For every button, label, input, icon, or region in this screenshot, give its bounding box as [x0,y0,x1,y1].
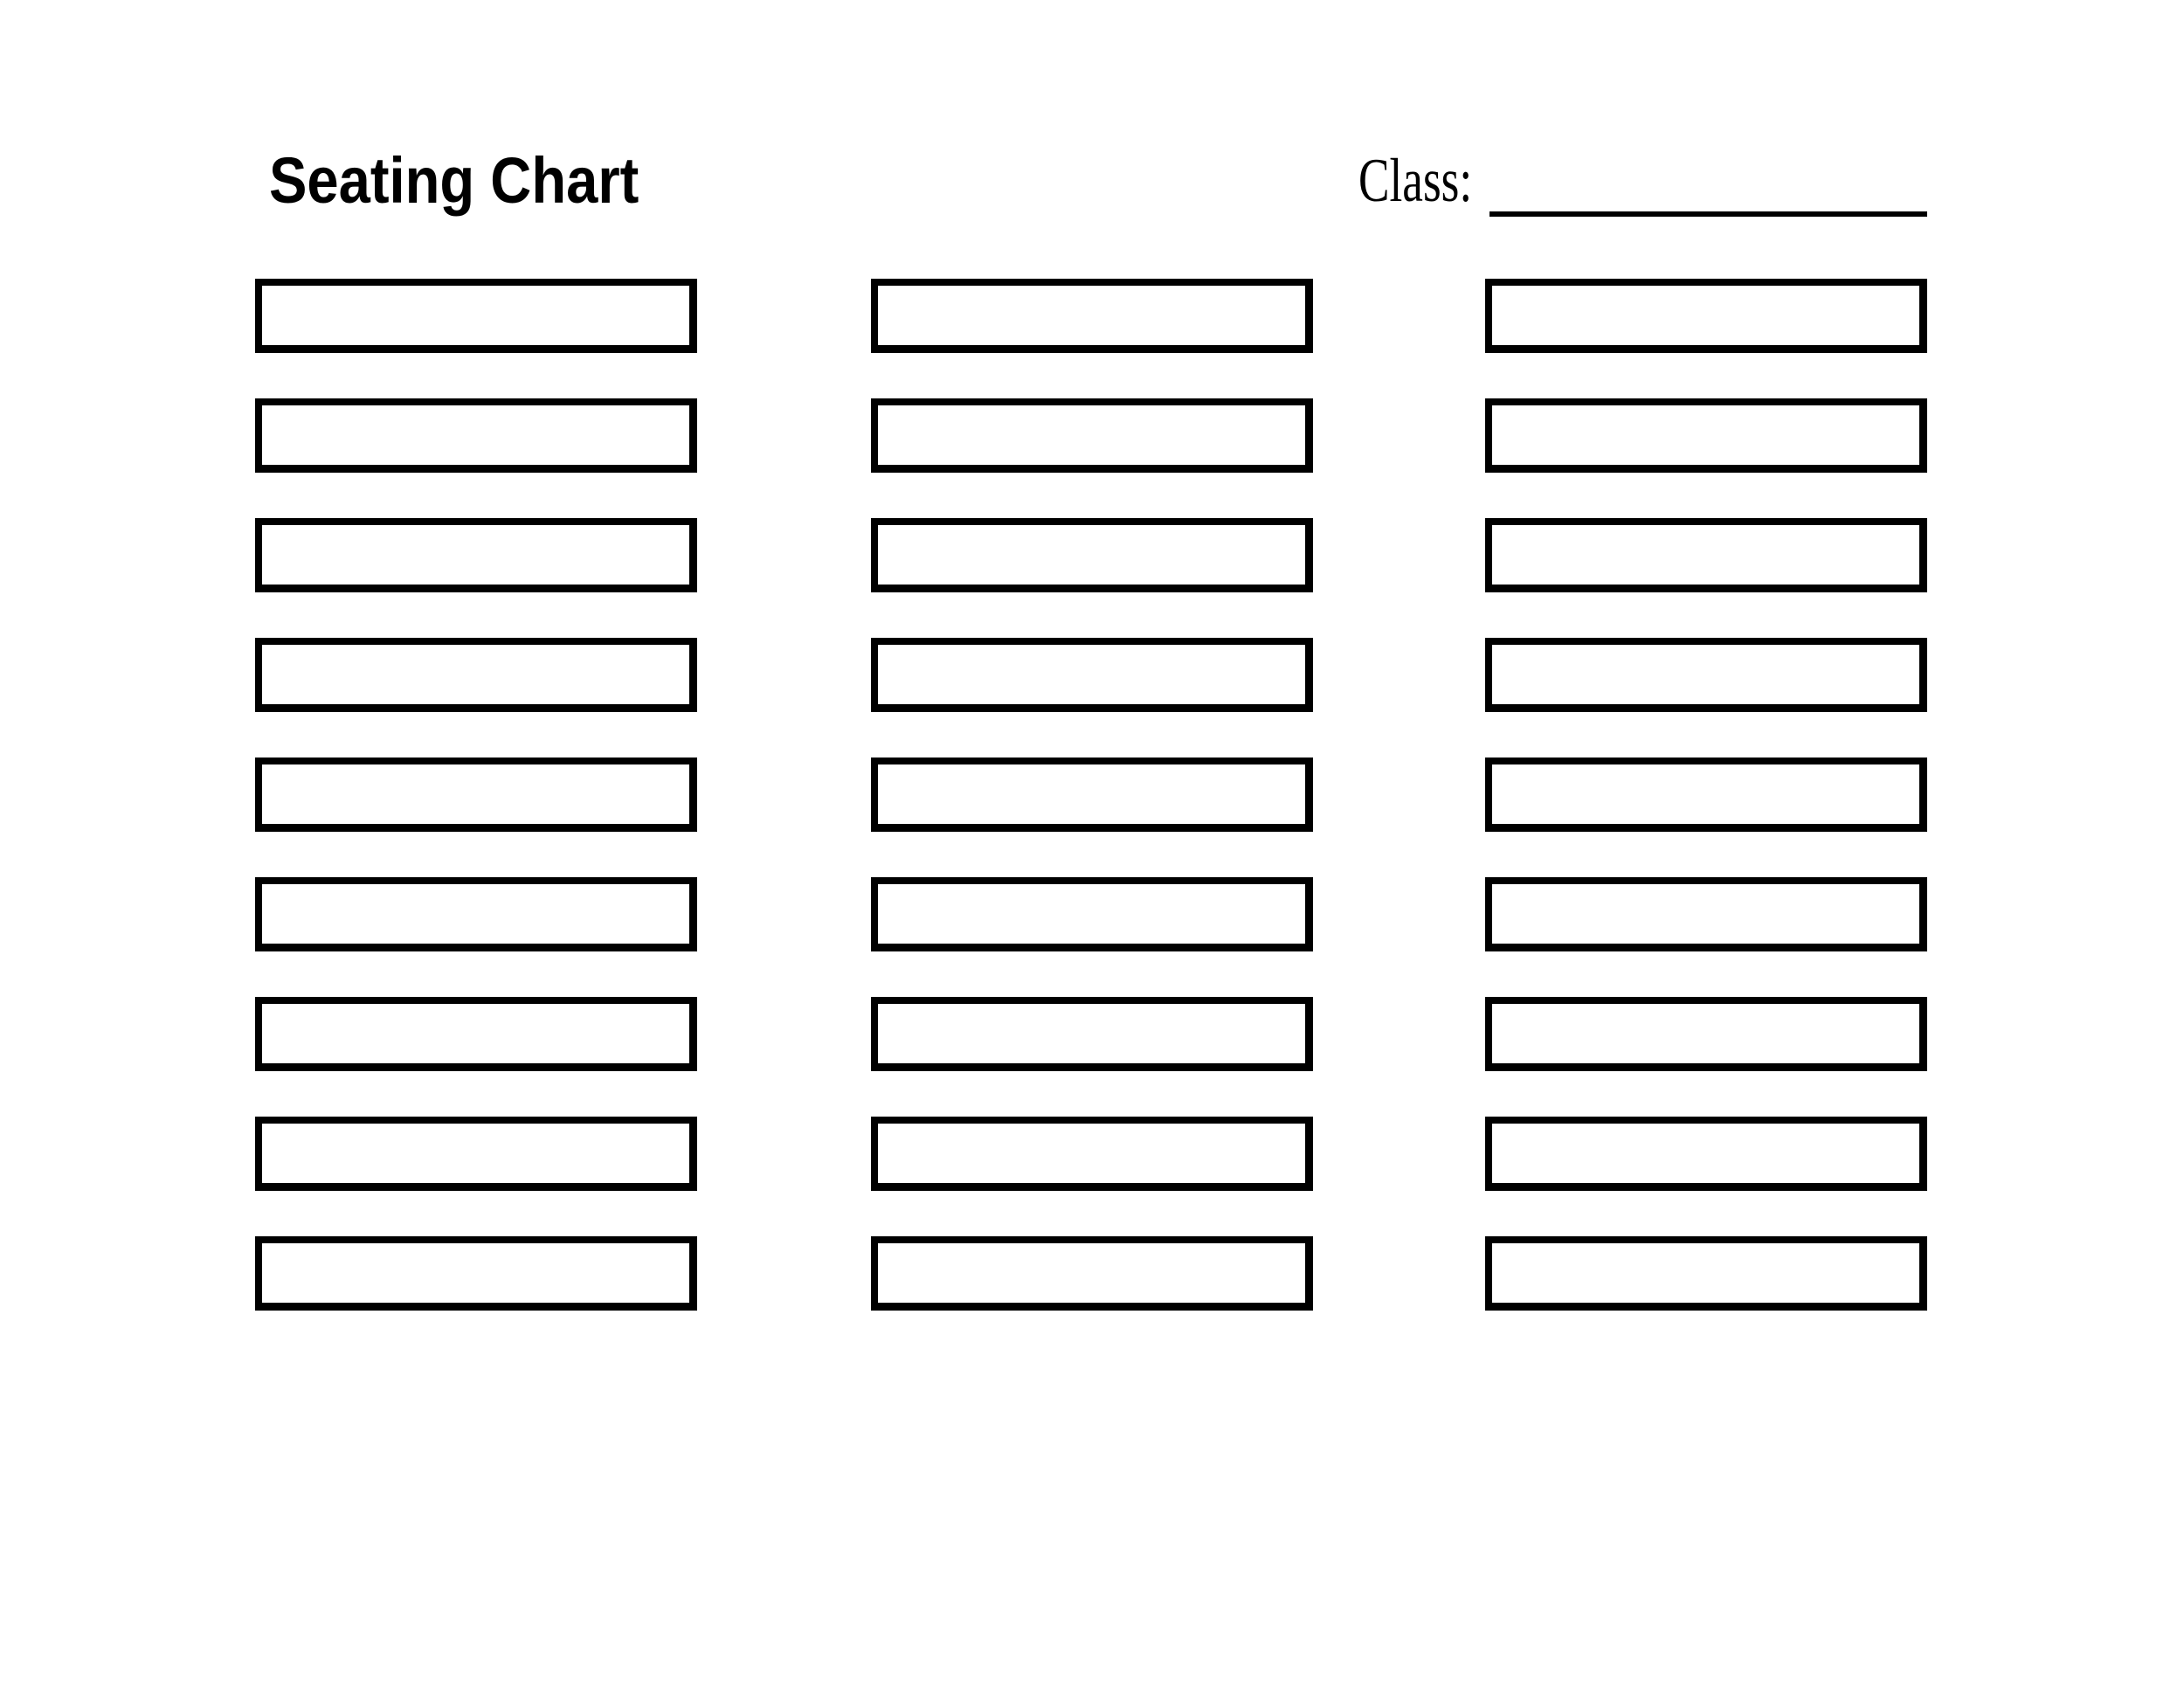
seat-box-c1-r4[interactable] [255,638,697,712]
seat-box-c3-r5[interactable] [1485,758,1927,832]
seat-box-c2-r7[interactable] [871,997,1313,1071]
seat-box-c2-r2[interactable] [871,398,1313,473]
seat-box-c2-r4[interactable] [871,638,1313,712]
seat-box-c1-r7[interactable] [255,997,697,1071]
seat-box-c2-r3[interactable] [871,518,1313,592]
seat-box-c1-r3[interactable] [255,518,697,592]
seat-box-c1-r1[interactable] [255,279,697,353]
seat-box-c3-r2[interactable] [1485,398,1927,473]
seat-box-c3-r6[interactable] [1485,877,1927,951]
seat-column-2 [871,279,1313,1311]
seat-box-c1-r5[interactable] [255,758,697,832]
seat-box-c2-r6[interactable] [871,877,1313,951]
seat-box-c1-r9[interactable] [255,1236,697,1311]
seat-column-3 [1485,279,1927,1311]
class-field-label: Class: [1358,147,1473,215]
class-fill-in-blank[interactable] [1489,211,1927,217]
seat-box-c2-r1[interactable] [871,279,1313,353]
seat-box-c3-r9[interactable] [1485,1236,1927,1311]
seat-box-c3-r7[interactable] [1485,997,1927,1071]
page-title: Seating Chart [269,144,639,217]
seat-column-1 [255,279,697,1311]
seat-box-c1-r6[interactable] [255,877,697,951]
seat-box-c3-r3[interactable] [1485,518,1927,592]
seat-box-c2-r9[interactable] [871,1236,1313,1311]
seat-box-c2-r5[interactable] [871,758,1313,832]
seat-box-c2-r8[interactable] [871,1117,1313,1191]
seat-box-c3-r8[interactable] [1485,1117,1927,1191]
seat-box-c1-r2[interactable] [255,398,697,473]
seat-box-c1-r8[interactable] [255,1117,697,1191]
seat-box-c3-r1[interactable] [1485,279,1927,353]
seat-box-c3-r4[interactable] [1485,638,1927,712]
